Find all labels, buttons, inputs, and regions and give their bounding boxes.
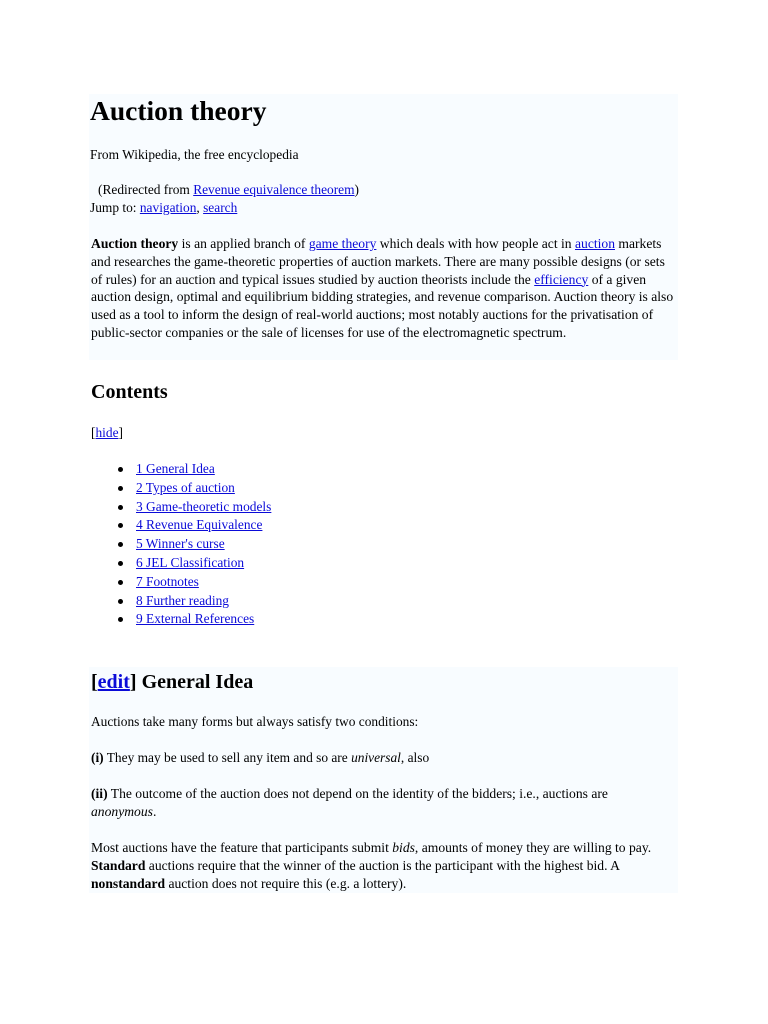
bids-text: Most auctions have the feature that participants submit bbox=[91, 840, 393, 855]
toc-item bbox=[118, 460, 271, 479]
toc-link-external-references[interactable]: 9 External References bbox=[136, 611, 255, 627]
toc-item bbox=[118, 610, 271, 629]
condition-text: The outcome of the auction does not depend on the identity of the bidders; i.e., auctions are bbox=[107, 786, 608, 801]
intro-bold-term: Auction theory bbox=[91, 236, 179, 251]
toc-link-general-idea[interactable]: 1 General Idea bbox=[136, 461, 215, 476]
bracket: ] bbox=[129, 671, 137, 693]
contents-heading: Contents bbox=[91, 381, 168, 403]
toc-link-further-reading[interactable]: 8 Further reading bbox=[136, 592, 229, 608]
intro-text: of a given auction design, optimal and equilibrium bidding strategies, and revenue comparison. Auction theory is also used as a tool to inform the design of real-world auctions; most notably auctions for the privatisation of public-sector companies or the sale of licenses for use of the electromagnetic spectrum. bbox=[91, 271, 674, 340]
toc-link-jel-classification[interactable]: 6 JEL Classification bbox=[136, 554, 245, 570]
section-heading-general-idea bbox=[91, 671, 253, 694]
condition-anonymous bbox=[91, 785, 675, 821]
bracket: [ bbox=[91, 671, 98, 693]
nonstandard-term: nonstandard bbox=[91, 875, 166, 891]
toc-link-winners-curse[interactable]: 5 Winner's curse bbox=[136, 536, 225, 552]
condition-text: . bbox=[152, 803, 157, 819]
bracket: ] bbox=[118, 425, 123, 440]
toc-item bbox=[118, 573, 271, 592]
hide-toc-link[interactable]: hide bbox=[95, 425, 119, 440]
condition-number: (i) bbox=[91, 750, 104, 765]
intro-paragraph bbox=[91, 235, 675, 342]
redirect-notice bbox=[98, 181, 359, 199]
section-heading-text: General Idea bbox=[136, 671, 254, 693]
condition-emphasis: universal bbox=[351, 750, 401, 765]
search-link[interactable]: search bbox=[203, 200, 238, 215]
condition-text: They may be used to sell any item and so are bbox=[103, 750, 352, 765]
toc-item bbox=[118, 554, 271, 573]
toc-link-game-theoretic-models[interactable]: 3 Game-theoretic models bbox=[136, 498, 272, 514]
bids-text: , amounts of money they are willing to pay. bbox=[414, 840, 652, 855]
toc-item bbox=[118, 535, 271, 554]
bids-paragraph bbox=[91, 839, 675, 892]
redirect-link[interactable]: Revenue equivalence theorem bbox=[193, 182, 355, 197]
game-theory-link[interactable]: game theory bbox=[308, 236, 377, 251]
bracket: [ bbox=[91, 425, 96, 440]
condition-emphasis: anonymous bbox=[91, 803, 153, 819]
toc-item bbox=[118, 498, 271, 517]
navigation-link[interactable]: navigation bbox=[139, 200, 197, 215]
toc-link-types-of-auction[interactable]: 2 Types of auction bbox=[136, 479, 235, 495]
jump-sep: , bbox=[196, 200, 204, 215]
page-title: Auction theory bbox=[90, 95, 267, 126]
redirect-prefix: (Redirected from bbox=[98, 182, 194, 197]
bids-text: auction does not require this (e.g. a lottery). bbox=[165, 875, 407, 891]
table-of-contents bbox=[91, 460, 271, 629]
jump-to-links bbox=[90, 199, 237, 217]
toc-item bbox=[118, 592, 271, 611]
auction-link[interactable]: auction bbox=[574, 236, 615, 251]
condition-number: (ii) bbox=[91, 786, 108, 801]
toc-item bbox=[118, 516, 271, 535]
toc-link-footnotes[interactable]: 7 Footnotes bbox=[136, 573, 199, 589]
condition-universal bbox=[91, 749, 429, 767]
bids-emphasis: bids bbox=[392, 840, 415, 855]
bids-text: auctions require that the winner of the auction is the participant with the highest bid. A bbox=[145, 857, 620, 873]
standard-term: Standard bbox=[91, 857, 146, 873]
conditions-paragraph: Auctions take many forms but always satisfy two conditions: bbox=[91, 714, 419, 729]
intro-text: markets and researches the game-theoretic properties of auction markets. There are many possible designs (or sets of rules) for an auction and typical issues studied by auction theorists include the bbox=[91, 236, 665, 287]
edit-section-link[interactable]: edit bbox=[97, 671, 130, 693]
intro-text: is an applied branch of bbox=[178, 236, 309, 251]
toc-toggle bbox=[91, 424, 123, 442]
toc-link-revenue-equivalence[interactable]: 4 Revenue Equivalence bbox=[136, 517, 263, 533]
condition-text: , also bbox=[400, 750, 430, 765]
efficiency-link[interactable]: efficiency bbox=[534, 271, 589, 287]
jump-label: Jump to: bbox=[90, 200, 140, 215]
tagline: From Wikipedia, the free encyclopedia bbox=[90, 147, 299, 162]
intro-text: which deals with how people act in bbox=[376, 236, 575, 251]
redirect-suffix: ) bbox=[354, 182, 360, 197]
toc-item bbox=[118, 479, 271, 498]
